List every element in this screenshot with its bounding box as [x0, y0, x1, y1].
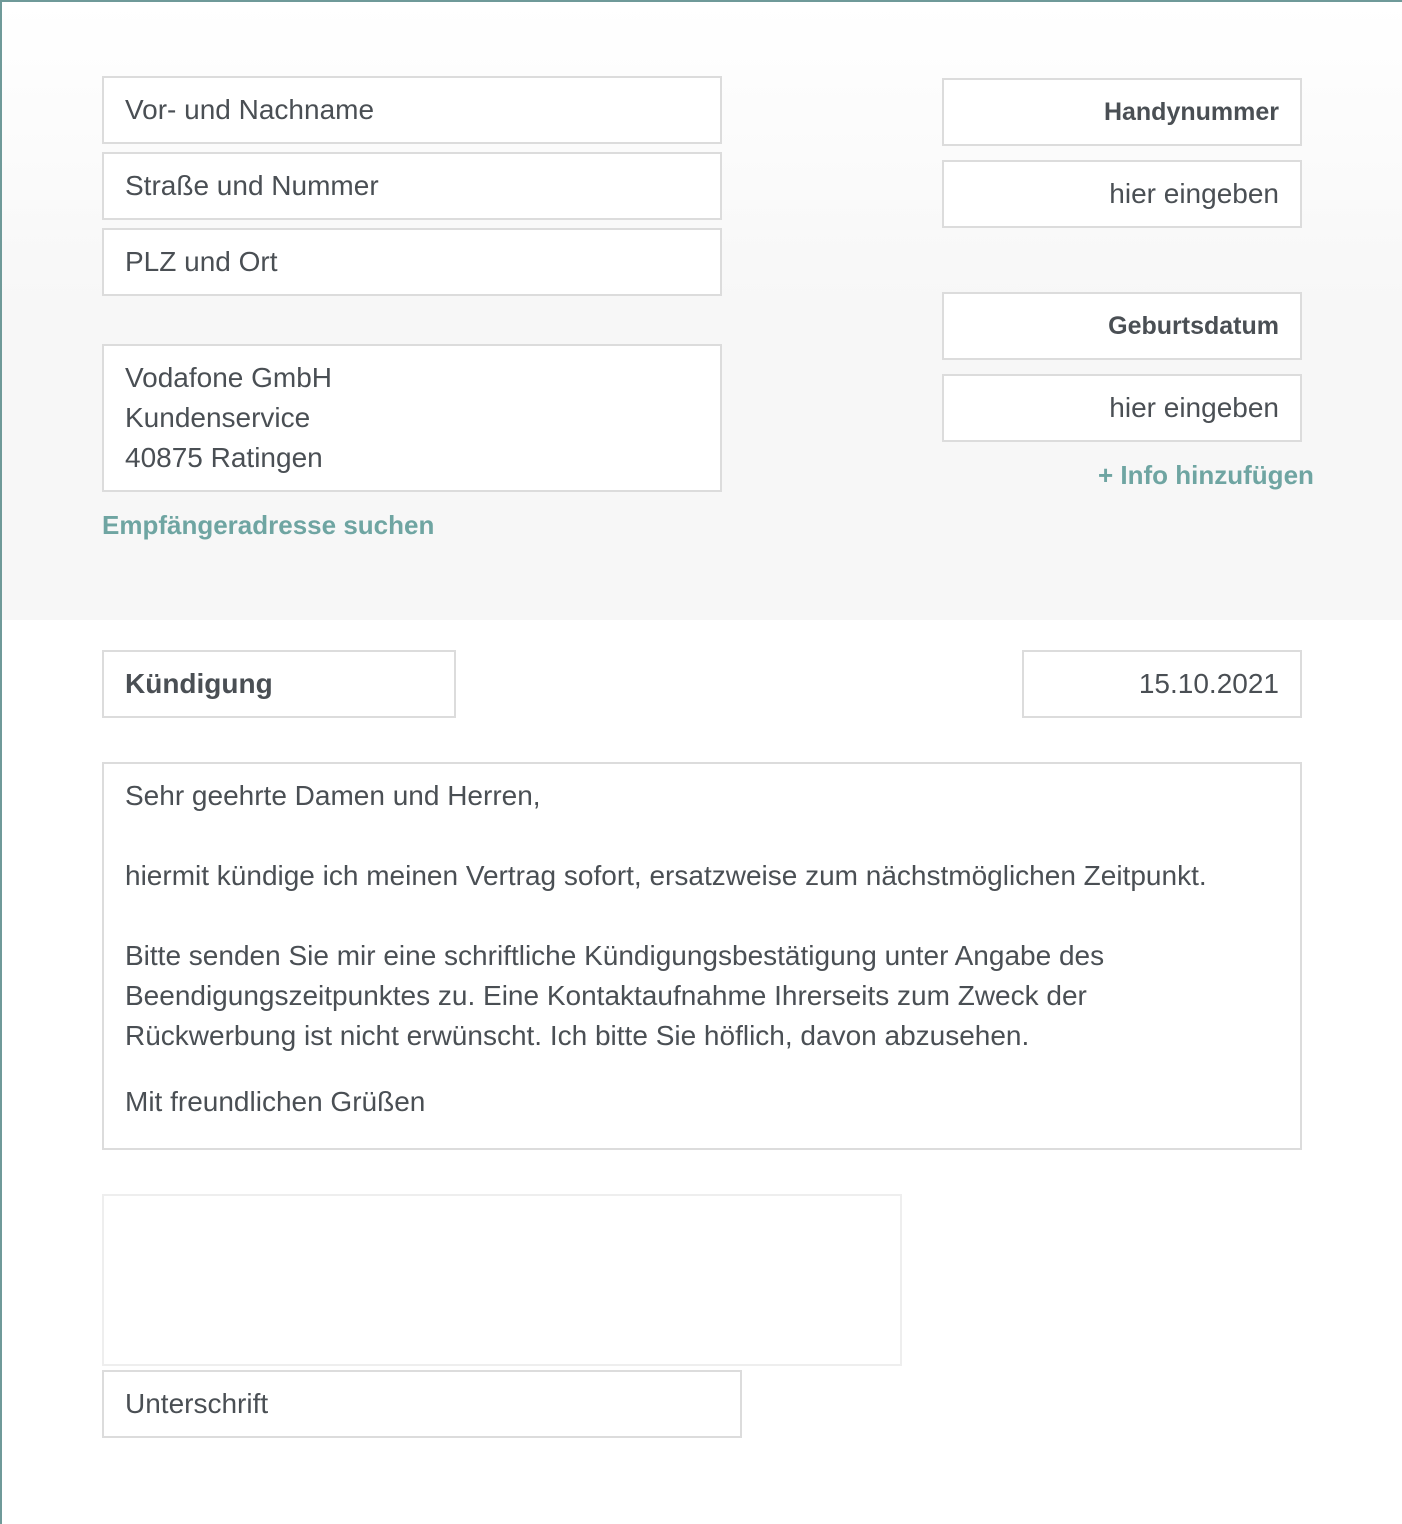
recipient-line-department: Kundenservice — [125, 402, 311, 433]
sender-city-field[interactable] — [102, 228, 722, 296]
subject-field[interactable] — [102, 650, 456, 718]
sender-name-placeholder: Vor- und Nachname — [125, 94, 375, 125]
sender-city-placeholder: PLZ und Ort — [125, 246, 278, 277]
phone-label-field[interactable] — [942, 78, 1302, 146]
birthdate-label: Geburtsdatum — [1108, 312, 1279, 340]
phone-input[interactable] — [942, 160, 1302, 228]
paragraph-2-line-2: Beendigungszeitpunktes zu. Eine Kontaktaufnahme Ihrerseits zum Zweck der — [125, 980, 1087, 1011]
date-text: 15.10.2021 — [1138, 668, 1279, 699]
salutation-text: Sehr geehrte Damen und Herren, — [125, 780, 541, 811]
subject-text: Kündigung — [125, 668, 273, 699]
signature-label: Unterschrift — [125, 1388, 269, 1419]
sender-street-placeholder: Straße und Nummer — [125, 170, 379, 201]
birthdate-placeholder: hier eingeben — [1109, 392, 1279, 423]
signature-pad[interactable] — [102, 1194, 902, 1366]
date-field[interactable] — [1022, 650, 1302, 718]
sender-name-field[interactable] — [102, 76, 722, 144]
phone-placeholder: hier eingeben — [1109, 178, 1279, 209]
letter-body-textarea[interactable] — [102, 762, 1302, 1150]
add-info-link[interactable]: + Info hinzufügen — [1098, 460, 1314, 490]
closing-text: Mit freundlichen Grüßen — [125, 1086, 426, 1117]
signature-name-field[interactable] — [102, 1370, 742, 1438]
recipient-line-city: 40875 Ratingen — [125, 442, 323, 473]
birthdate-label-field[interactable] — [942, 292, 1302, 360]
paragraph-2-line-3: Rückwerbung ist nicht erwünscht. Ich bitte Sie höflich, davon abzusehen. — [125, 1020, 1030, 1051]
recipient-address-field[interactable] — [102, 344, 722, 492]
paragraph-1: hiermit kündige ich meinen Vertrag sofort, ersatzweise zum nächstmöglichen Zeitpunkt. — [125, 860, 1207, 891]
paragraph-2-line-1: Bitte senden Sie mir eine schriftliche Kündigungsbestätigung unter Angabe des — [125, 940, 1105, 971]
birthdate-input[interactable] — [942, 374, 1302, 442]
recipient-line-company: Vodafone GmbH — [125, 362, 333, 393]
sender-street-field[interactable] — [102, 152, 722, 220]
phone-label: Handynummer — [1103, 98, 1279, 126]
search-recipient-link[interactable]: Empfängeradresse suchen — [102, 510, 435, 540]
